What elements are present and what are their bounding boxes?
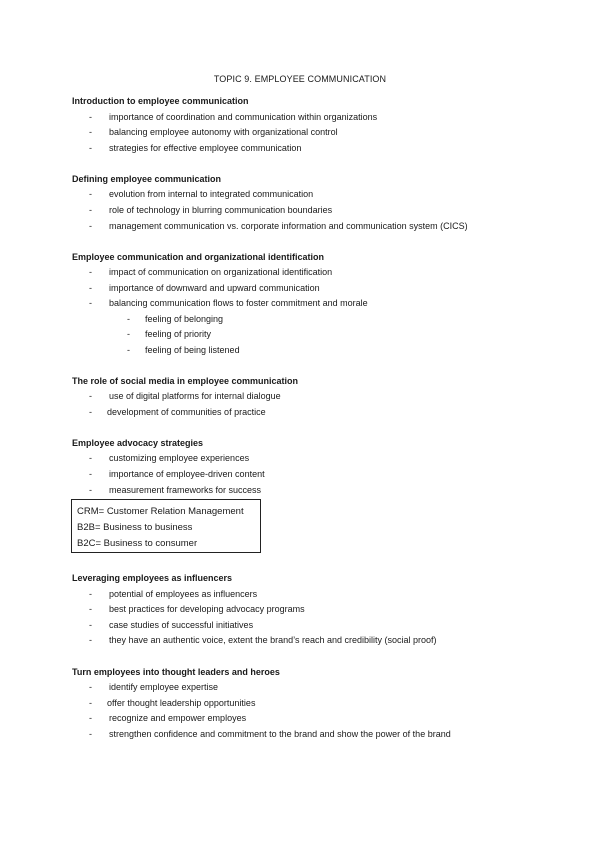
bullet-dash: -: [89, 267, 92, 277]
list-item: [89, 283, 320, 293]
bullet-dash: -: [89, 298, 92, 308]
bullet-dash: -: [89, 682, 92, 692]
bullet-dash: -: [89, 283, 92, 293]
sub-list-item: [127, 314, 223, 324]
list-item: [89, 698, 255, 708]
bullet-dash: -: [89, 391, 92, 401]
list-item-text: recognize and empower employes: [109, 713, 247, 723]
list-item-text: balancing employee autonomy with organizational control: [109, 127, 338, 137]
list-item-text: use of digital platforms for internal dialogue: [109, 391, 281, 401]
list-item-text: development of communities of practice: [107, 407, 266, 417]
list-item-text: impact of communication on organizational identification: [109, 267, 333, 277]
list-item: [89, 589, 257, 599]
list-item-text: identify employee expertise: [109, 682, 219, 692]
section-heading-influencers: Leveraging employees as influencers: [72, 573, 233, 583]
list-item-text: case studies of successful initiatives: [109, 620, 254, 630]
list-item-text: measurement frameworks for success: [109, 485, 262, 495]
list-item: [89, 267, 332, 277]
section-heading-introduction: Introduction to employee communication: [72, 96, 249, 106]
sub-list-item-text: feeling of priority: [145, 329, 212, 339]
glossary-box: [71, 499, 261, 553]
bullet-dash: -: [89, 143, 92, 153]
list-item-text: strengthen confidence and commitment to the brand and show the power of the brand: [109, 729, 451, 739]
list-item: [89, 189, 313, 199]
glossary-line: CRM= Customer Relation Management: [77, 506, 244, 517]
document-title: TOPIC 9. EMPLOYEE COMMUNICATION: [213, 74, 387, 84]
bullet-dash: -: [127, 345, 130, 355]
list-item: [89, 682, 218, 692]
bullet-dash: -: [89, 469, 92, 479]
bullet-dash: -: [89, 604, 92, 614]
section-heading-thought-leaders: Turn employees into thought leaders and heroes: [72, 667, 280, 677]
list-item-text: balancing communication flows to foster commitment and morale: [109, 298, 368, 308]
list-item: [89, 221, 468, 231]
bullet-dash: -: [89, 221, 92, 231]
bullet-dash: -: [89, 485, 92, 495]
bullet-dash: -: [89, 205, 92, 215]
bullet-dash: -: [89, 112, 92, 122]
section-heading-defining: Defining employee communication: [72, 174, 222, 184]
bullet-dash: -: [89, 589, 92, 599]
list-item: [89, 635, 437, 645]
list-item-text: offer thought leadership opportunities: [107, 698, 256, 708]
list-item: [89, 485, 261, 495]
bullet-dash: -: [89, 453, 92, 463]
sub-list-item-text: feeling of belonging: [145, 314, 224, 324]
list-item-text: management communication vs. corporate information and communication system (CICS): [109, 221, 468, 231]
list-item: [89, 112, 377, 122]
list-item-text: importance of downward and upward communication: [109, 283, 320, 293]
list-item-text: role of technology in blurring communication boundaries: [109, 205, 333, 215]
list-item: [89, 453, 249, 463]
list-item-text: importance of employee-driven content: [109, 469, 265, 479]
list-item: [89, 469, 265, 479]
glossary-line: B2B= Business to business: [77, 522, 193, 533]
section-heading-advocacy: Employee advocacy strategies: [72, 438, 204, 448]
list-item: [89, 713, 246, 723]
list-item: [89, 391, 281, 401]
bullet-dash: -: [89, 698, 92, 708]
list-item: [89, 205, 332, 215]
list-item-text: potential of employees as influencers: [109, 589, 258, 599]
bullet-dash: -: [127, 314, 130, 324]
sub-list-item: [127, 329, 211, 339]
list-item: [89, 604, 305, 614]
list-item: [89, 620, 253, 630]
section-heading-identification: Employee communication and organizational identification: [72, 252, 325, 262]
list-item: [89, 143, 301, 153]
bullet-dash: -: [89, 189, 92, 199]
list-item-text: they have an authentic voice, extent the brand’s reach and credibility (social proof): [109, 635, 437, 645]
bullet-dash: -: [89, 713, 92, 723]
list-item-text: best practices for developing advocacy programs: [109, 604, 305, 614]
list-item-text: strategies for effective employee communication: [109, 143, 302, 153]
bullet-dash: -: [89, 729, 92, 739]
glossary-line: B2C= Business to consumer: [77, 538, 198, 549]
list-item: [89, 298, 368, 308]
bullet-dash: -: [89, 635, 92, 645]
bullet-dash: -: [89, 620, 92, 630]
bullet-dash: -: [89, 407, 92, 417]
list-item: [89, 729, 451, 739]
section-heading-social-media: The role of social media in employee communication: [72, 376, 299, 386]
list-item-text: importance of coordination and communication within organizations: [109, 112, 378, 122]
list-item-text: customizing employee experiences: [109, 453, 250, 463]
list-item: [89, 407, 266, 417]
list-item: [89, 127, 338, 137]
list-item-text: evolution from internal to integrated communication: [109, 189, 314, 199]
sub-list-item-text: feeling of being listened: [145, 345, 240, 355]
sub-list-item: [127, 345, 240, 355]
bullet-dash: -: [127, 329, 130, 339]
bullet-dash: -: [89, 127, 92, 137]
